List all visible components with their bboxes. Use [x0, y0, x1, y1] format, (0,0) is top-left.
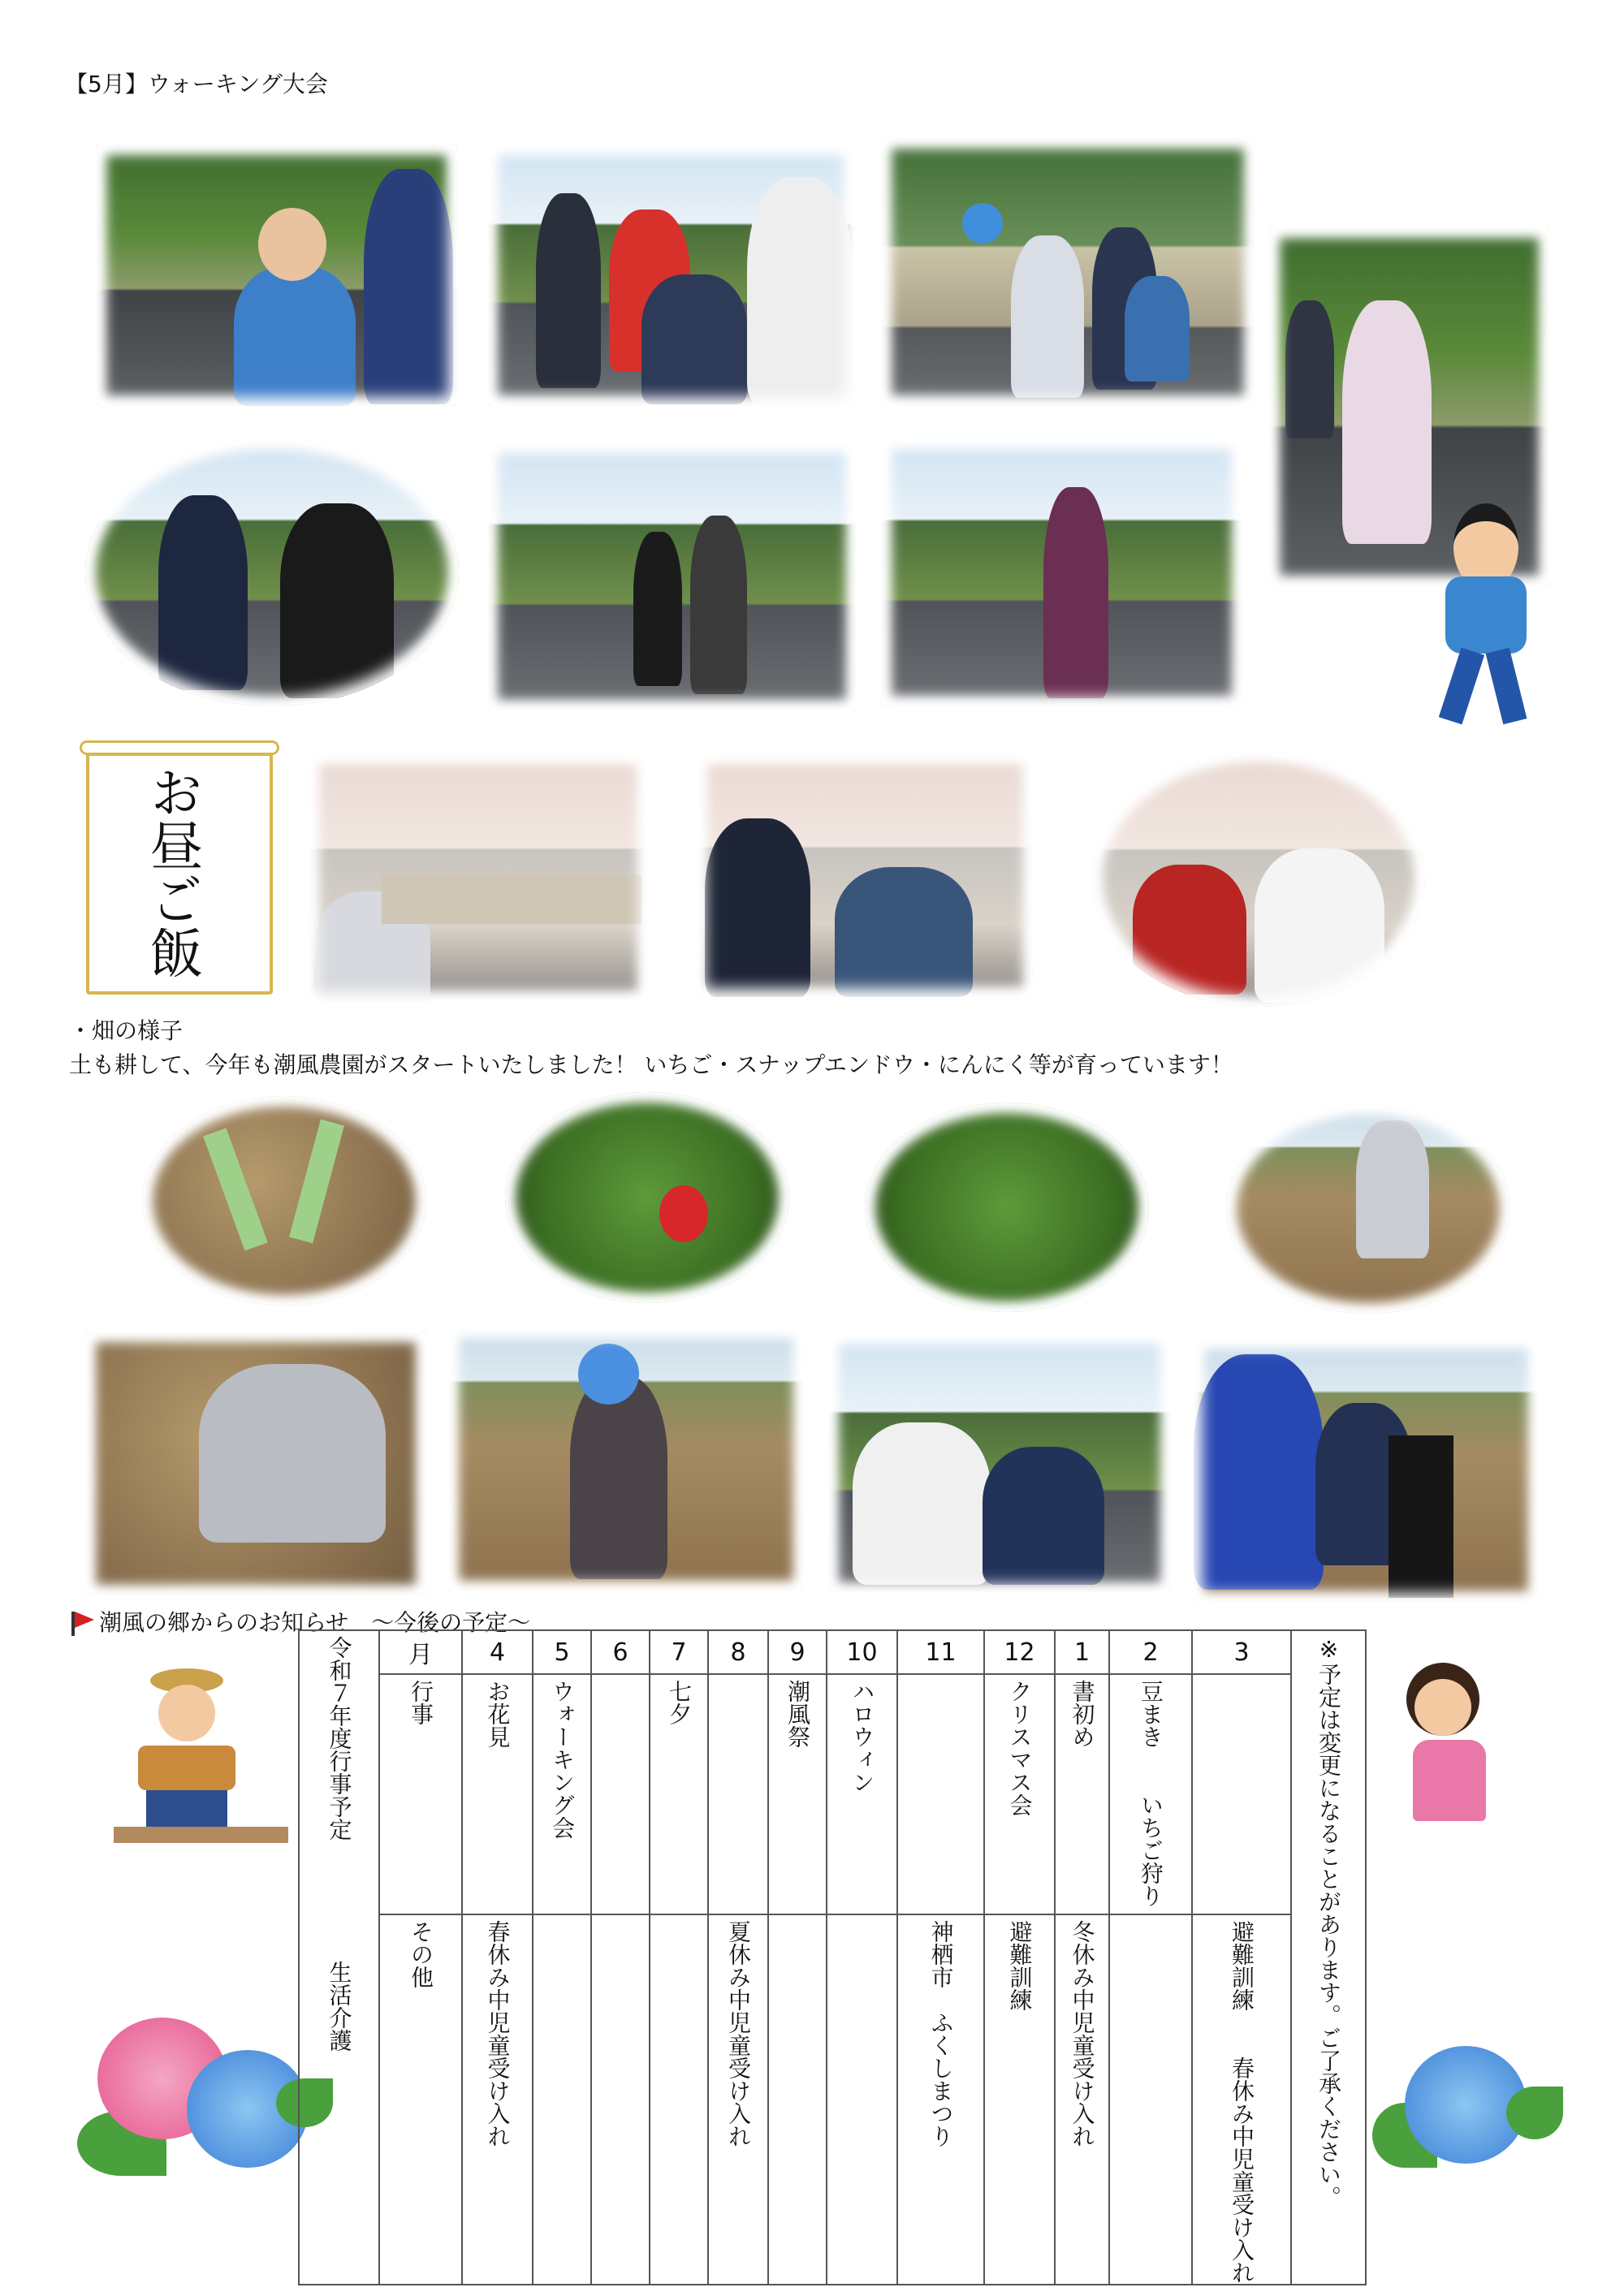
row-label-event: 行事: [379, 1674, 462, 1914]
photo-walking-court-wheelchairs: [881, 138, 1255, 406]
walking-boy-illustration: [1417, 495, 1559, 731]
farmer-illustration: [114, 1668, 288, 1847]
flag-icon: [71, 1612, 94, 1636]
event-cell: 書初め: [1055, 1674, 1109, 1914]
other-cell: 避難訓練 春休み中児童受け入れ: [1192, 1914, 1291, 2285]
schedule-header-month-label: 月: [379, 1630, 462, 1674]
bowing-girl-illustration: [1397, 1663, 1502, 1825]
photo-field-garlic-oval: [142, 1096, 426, 1306]
month-header: 6: [591, 1630, 650, 1674]
photo-walking-path-pines: [487, 442, 857, 710]
row-label-other: その他: [379, 1914, 462, 2285]
walking-section-title: 【5月】ウォーキング大会: [65, 71, 328, 97]
photo-walking-wheelchair-smile: [96, 145, 457, 406]
event-cell: [897, 1674, 984, 1914]
month-header: 7: [650, 1630, 708, 1674]
other-cell: [533, 1914, 591, 2285]
other-cell: [1109, 1914, 1192, 2285]
photo-field-two-men-planting: [828, 1333, 1171, 1593]
other-cell: [591, 1914, 650, 2285]
month-header: 8: [708, 1630, 768, 1674]
month-header: 10: [827, 1630, 897, 1674]
schedule-table: [298, 1629, 1367, 2285]
photo-field-planting-man: [85, 1331, 426, 1595]
field-heading: ・畑の様子: [69, 1017, 184, 1044]
month-header: 4: [462, 1630, 533, 1674]
other-cell: [650, 1914, 708, 2285]
month-header: 1: [1055, 1630, 1109, 1674]
event-cell: クリスマス会: [984, 1674, 1055, 1914]
event-cell: [1192, 1674, 1291, 1914]
other-cell: 避難訓練: [984, 1914, 1055, 2285]
event-cell: 豆まき いちご狩り: [1109, 1674, 1192, 1914]
photo-field-watering-oval: [1226, 1104, 1510, 1314]
other-cell: 春休み中児童受け入れ: [462, 1914, 533, 2285]
hydrangea-right-illustration: [1372, 2042, 1567, 2196]
photo-lunch-feeding: [697, 753, 1034, 997]
month-header: 2: [1109, 1630, 1192, 1674]
lunch-title: お昼ご飯: [140, 765, 203, 979]
other-cell: 冬休み中児童受け入れ: [1055, 1914, 1109, 2285]
photo-walking-two-men-oval: [85, 438, 459, 706]
event-cell: 潮風祭: [768, 1674, 827, 1914]
schedule-side-top: 令和７年度行事予定: [326, 1636, 353, 1841]
photo-field-hoe: [448, 1327, 804, 1591]
schedule-note: ※予定は変更になることがあります。ご了承ください。: [1315, 1636, 1342, 2208]
photo-walking-group-wheelchair: [487, 145, 854, 406]
event-cell: ウォーキング会: [533, 1674, 591, 1914]
lunch-scroll-banner: [80, 740, 274, 996]
month-header: 11: [897, 1630, 984, 1674]
event-cell: [591, 1674, 650, 1914]
other-cell: 神栖市 ふくしまつり: [897, 1914, 984, 2285]
event-cell: 七夕: [650, 1674, 708, 1914]
other-cell: 夏休み中児童受け入れ: [708, 1914, 768, 2285]
month-header: 5: [533, 1630, 591, 1674]
schedule-side-label-cell: [299, 1630, 379, 2285]
event-cell: [708, 1674, 768, 1914]
hydrangea-left-illustration: [69, 2013, 337, 2188]
schedule-side-bottom: 生活介護: [326, 1961, 353, 2052]
other-cell: [827, 1914, 897, 2285]
photo-field-group-mulch: [1194, 1338, 1539, 1602]
month-header: 12: [984, 1630, 1055, 1674]
event-cell: ハロウィン: [827, 1674, 897, 1914]
photo-field-snap-pea-oval: [865, 1103, 1149, 1312]
schedule-note-cell: [1291, 1630, 1366, 2285]
photo-walking-man-purple: [881, 438, 1242, 706]
notice-heading: 潮風の郷からのお知らせ ～今後の予定～: [99, 1609, 531, 1636]
photo-lunch-two-men-oval: [1092, 751, 1425, 1007]
field-caption: 土も耕して、今年も潮風農園がスタートいたしました！ いちご・スナップエンドウ・にんにく等が育っています！: [69, 1051, 1233, 1078]
month-header: 9: [768, 1630, 827, 1674]
other-cell: [768, 1914, 827, 2285]
event-cell: お花見: [462, 1674, 533, 1914]
photo-lunch-table-group: [309, 753, 648, 1001]
photo-field-strawberry-oval: [505, 1092, 789, 1303]
month-header: 3: [1192, 1630, 1291, 1674]
